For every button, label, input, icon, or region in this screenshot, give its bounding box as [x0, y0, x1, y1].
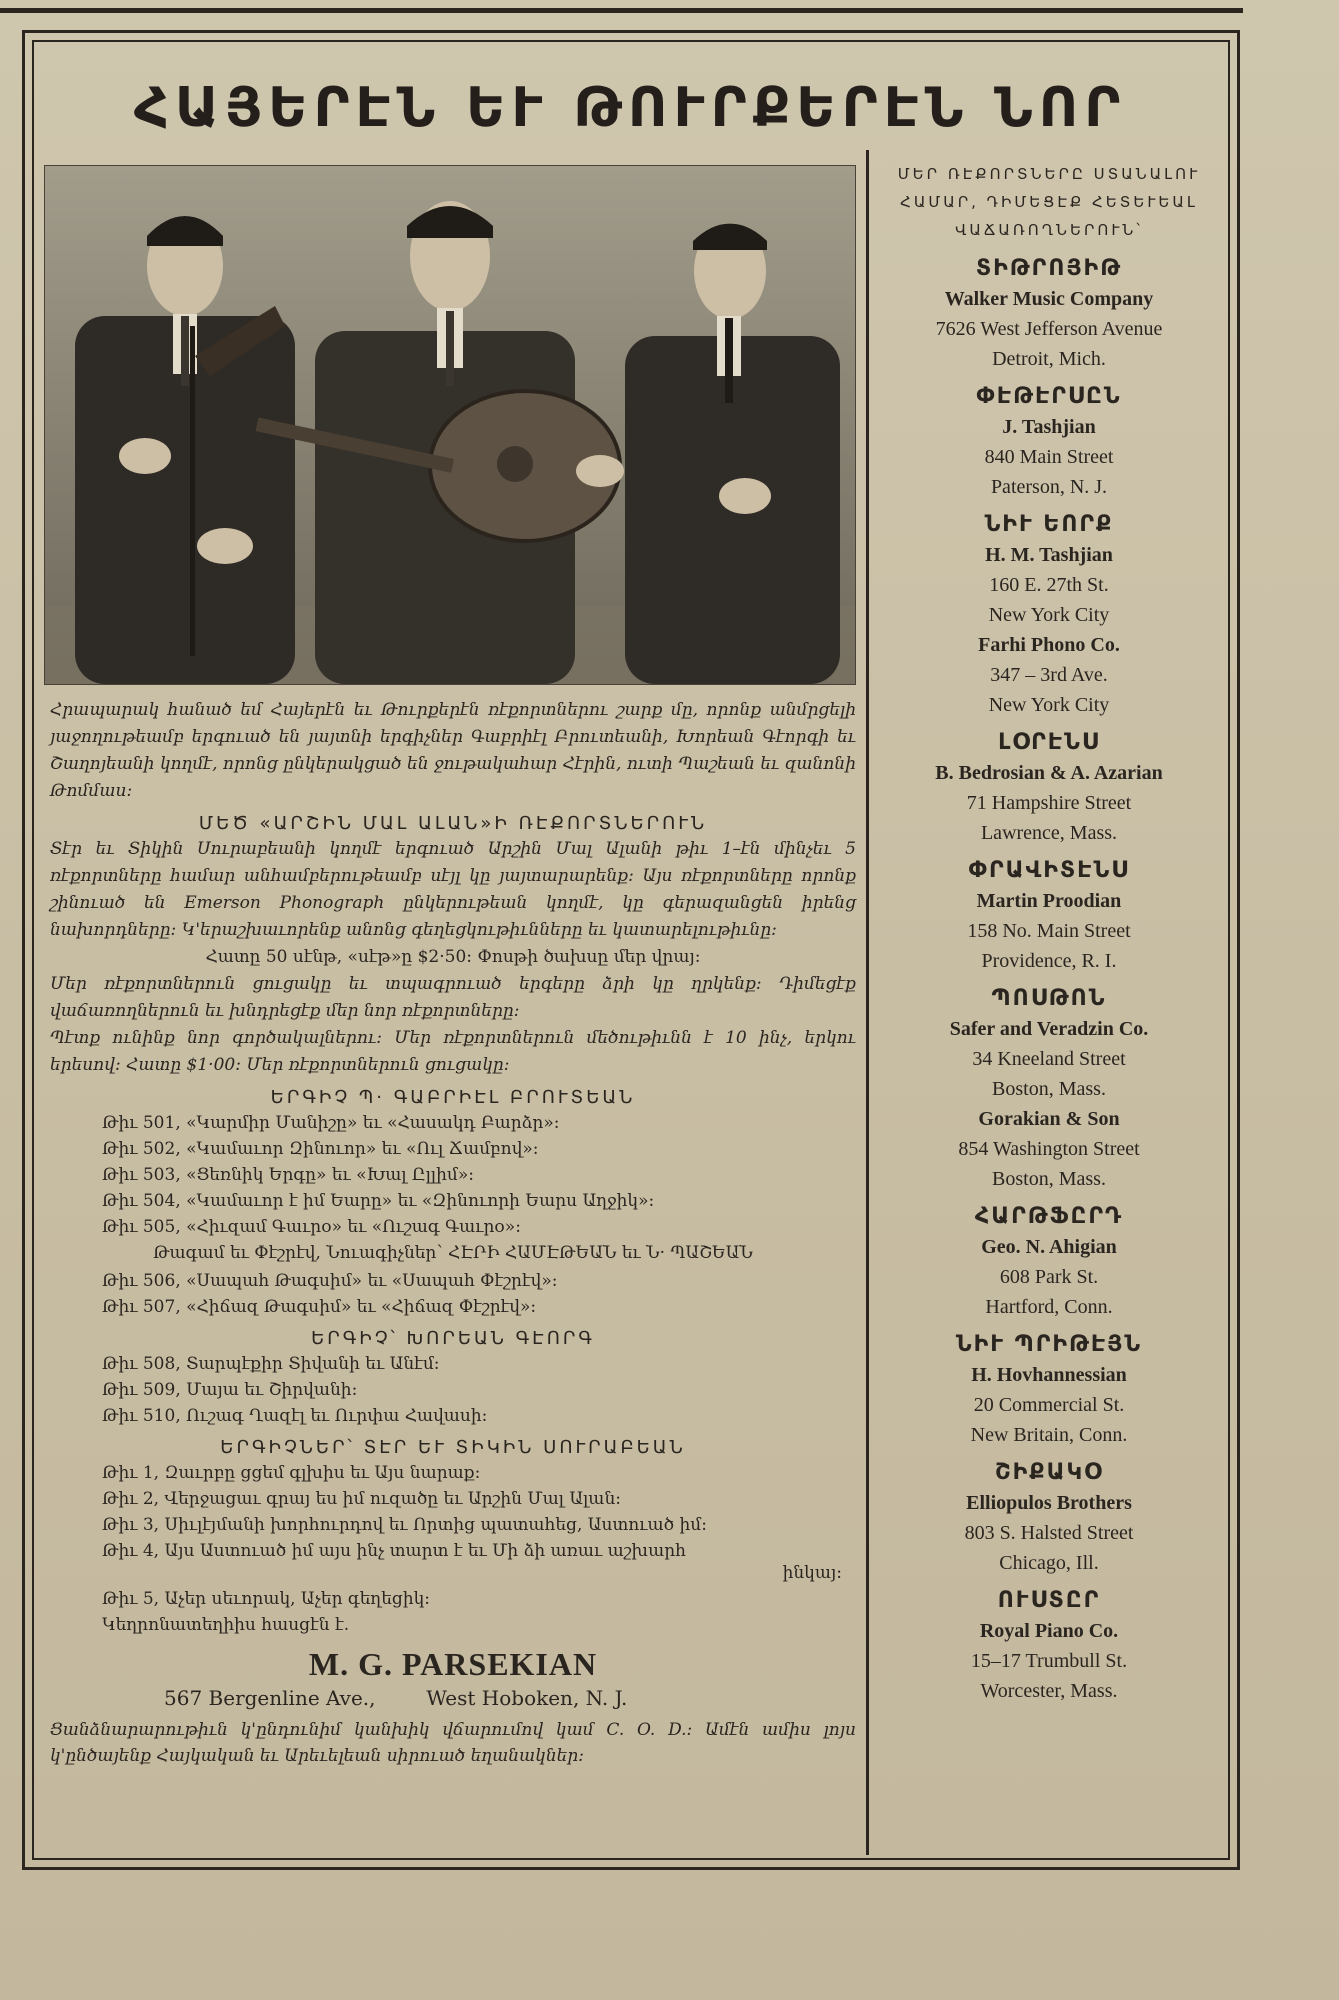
dealer-name: Safer and Veradzin Co. — [949, 1018, 1149, 1040]
dealer-city-heading: ՆԻՒ ԵՈՐՔ — [984, 512, 1114, 537]
record-item: Թիւ 3, Սիւլէյմանի խորհուրդով եւ Որտից պատահեց, Աստուած իմ։ — [102, 1515, 708, 1535]
dealers-column — [874, 160, 1224, 1850]
record-item: Թիւ 506, «Սապահ Թագսիմ» եւ «Սապահ Փէշրէվ»։ — [102, 1271, 558, 1291]
dealer-name: H. Hovhannessian — [971, 1364, 1127, 1386]
headquarters-line: Կեղրոնատեղիիս հասցէն է․ — [102, 1615, 350, 1635]
record-item: Թիւ 507, «Հիճազ Թագսիմ» եւ «Հիճազ Փէշրէվ»։ — [102, 1297, 537, 1317]
record-item: Թիւ 4, Այս Աստուած իմ այս ինչ տարտ է եւ Մի ձի առաւ աշխարհ — [102, 1541, 686, 1561]
company-city: West Hoboken, N. J. — [426, 1686, 628, 1710]
agents-paragraph: Պէտք ունինք նոր գործակալներու։ Մեր ռէքորտներուն մեծութիւնն է 10 ինչ, երկու երեսով։ Հատը $1·00։ Մեր ռէքորտներուն ցուցակը։ — [50, 1028, 856, 1075]
dealer-address-line: Boston, Mass. — [992, 1168, 1106, 1190]
surabian-section-heading: ԵՐԳԻՉՆԵՐ՝ ՏԷՐ ԵՒ ՏԻԿԻՆ ՍՈՒՐԱԲԵԱՆ — [220, 1437, 686, 1458]
dealer-name: Elliopulos Brothers — [966, 1492, 1132, 1514]
record-item: Թիւ 504, «Կամաւոր է իմ Եարը» եւ «Զինուորի Եարս Աղջիկ»։ — [102, 1191, 655, 1211]
company-address — [44, 1683, 862, 1713]
dealer-address-line: New York City — [988, 604, 1110, 626]
dealer-address-line: 34 Kneeland Street — [972, 1048, 1126, 1070]
dealer-address-line: 608 Park St. — [999, 1266, 1099, 1288]
column-divider — [866, 150, 869, 1855]
dealer-name: H. M. Tashjian — [985, 544, 1113, 566]
catalog-paragraph: Մեր ռէքորտներուն ցուցակը եւ տպագրուած երգերը ձրի կը ղրկենք։ Դիմեցէք վաճառողներուն եւ խնդրեցէք մեր նոր ռէքորտները։ — [50, 974, 856, 1021]
dealer-city-heading: ՈՒՍՏԸՐ — [997, 1588, 1101, 1613]
record-item: Թիւ 5, Աչեր սեւորակ, Աչեր գեղեցիկ։ — [102, 1589, 431, 1609]
dealer-city-heading: ՏԻԹՐՈՅԻԹ — [975, 256, 1123, 281]
ad-headline: ՀԱՅԵՐԷՆ ԵՒ ԹՈՒՐՔԵՐԷՆ ՆՈՐ — [133, 76, 1127, 139]
dealer-address-line: Detroit, Mich. — [992, 348, 1106, 370]
price-line: Հատը 50 սէնթ, «սէթ»ը $2·50։ Փոսթի ծախսը մեր վրայ։ — [205, 947, 701, 967]
dealer-address-line: 840 Main Street — [984, 446, 1114, 468]
dealer-city-heading: ՆԻՒ ՊՐԻԹԷՅՆ — [955, 1332, 1143, 1357]
dealer-address-line: Boston, Mass. — [992, 1078, 1106, 1100]
dealer-address-line: New Britain, Conn. — [970, 1424, 1128, 1446]
dealer-city-heading: ՊՈՍԹՈՆ — [991, 986, 1107, 1011]
record-item: Թիւ 509, Մայա եւ Շիրվանի։ — [102, 1380, 358, 1400]
dealer-address-line: Worcester, Mass. — [980, 1680, 1118, 1702]
dealer-address-line: 15–17 Trumbull St. — [970, 1650, 1128, 1672]
dealer-name: B. Bedrosian & A. Azarian — [935, 762, 1163, 784]
dealer-name: Farhi Phono Co. — [978, 634, 1120, 656]
record-item: Թիւ 2, Վերջացաւ գրայ ես իմ ուզածը եւ Արշին Մալ Ալան։ — [102, 1489, 622, 1509]
record-item: Թիւ 505, «Հիւզամ Գաւրօ» եւ «Ուշագ Գաւրօ»։ — [102, 1217, 521, 1237]
khorean-record-list — [44, 1351, 862, 1429]
musicians-photo — [44, 165, 856, 685]
company-name: M. G. PARSEKIAN — [308, 1646, 598, 1682]
dealer-name: Gorakian & Son — [978, 1108, 1120, 1130]
top-rule — [0, 8, 1243, 13]
dealer-address-line: Providence, R. I. — [981, 950, 1117, 972]
dealer-name: Martin Proodian — [976, 890, 1122, 912]
record-item: Թիւ 501, «Կարմիր Մանիշը» եւ «Հասակդ Բարձր»։ — [102, 1113, 560, 1133]
arshin-paragraph: Տէր եւ Տիկին Սուրաբեանի կողմէ երգուած Արշին Մալ Ալանի թիւ 1–էն մինչեւ 5 ռէքորտները համար անհամբերութեամբ սէյլ կը յայտարարենք։ Այս ռէքորտները որոնք շինուած են Emerson Phonograph ընկերութեան կողմէ, կը գերազանցեն իրենց նախորդները։ Կ'երաշխաւորենք անոնց գեղեցկութիւնները եւ կատարելութիւնը։ — [50, 839, 856, 940]
record-item: Թիւ 502, «Կամաւոր Զինուոր» եւ «Ուլ Ճամբով»։ — [102, 1139, 539, 1159]
dealer-address-line: 158 No. Main Street — [967, 920, 1131, 942]
instrumental-record-list — [44, 1268, 862, 1320]
dealer-name: Geo. N. Ahigian — [981, 1236, 1117, 1258]
dealer-city-heading: ՀԱՐԹՖԸՐԴ — [974, 1204, 1124, 1229]
dealer-address-line: Paterson, N. J. — [990, 476, 1108, 498]
left-column — [44, 165, 862, 1855]
dealer-address-line: 7626 West Jefferson Avenue — [935, 318, 1163, 340]
dealer-city-heading: ՇԻՔԱԿՕ — [995, 1460, 1103, 1485]
company-street: 567 Bergenline Ave., — [164, 1686, 376, 1710]
dealer-address-line: 71 Hampshire Street — [966, 792, 1132, 814]
dealer-address-line: Chicago, Ill. — [999, 1552, 1099, 1574]
arshin-section-heading: ՄԵԾ «ԱՐՇԻՆ ՄԱԼ ԱԼԱՆ»Ի ՌԷՔՈՐՏՆԵՐՈՒՆ — [198, 813, 708, 834]
dealer-name: Royal Piano Co. — [979, 1620, 1119, 1642]
dealer-city-heading: ՓԷԹԷՐՍԸՆ — [976, 384, 1122, 409]
record-item: Թիւ 1, Զաւրբը ցցեմ գլխիս եւ Այս նարաք։ — [102, 1463, 481, 1483]
dealer-address-line: Hartford, Conn. — [985, 1296, 1113, 1318]
instrumentalists-line: Թագամ եւ Փէշրէվ, Նուագիչներ՝ ՀԷՐԻ ՀԱՄԷԹԵԱՆ եւ Ն· ՊԱՇԵԱՆ — [153, 1243, 753, 1263]
khorean-section-heading: ԵՐԳԻՉ՝ ԽՈՐԵԱՆ ԳԷՈՐԳ — [311, 1328, 595, 1349]
dealer-name: J. Tashjian — [1002, 416, 1096, 438]
gabriel-record-list — [44, 1110, 862, 1240]
dealer-name: Walker Music Company — [944, 288, 1154, 310]
record-item: Թիւ 508, Տարպէքիր Տիվանի եւ Անէմ։ — [102, 1354, 440, 1374]
dealer-address-line: 854 Washington Street — [958, 1138, 1140, 1160]
dealer-address-line: New York City — [988, 694, 1110, 716]
dealer-address-line: 160 E. 27th St. — [989, 574, 1109, 596]
dealer-city-heading: ԼՕՐԷՆՍ — [998, 730, 1100, 755]
dealer-address-line: 347 – 3rd Ave. — [990, 664, 1108, 686]
dealers-intro: ՄԵՐ ՌԷՔՈՐՏՆԵՐԸ ՍՏԱՆԱԼՈՒ ՀԱՄԱՐ, ԴԻՄԵՑԷՔ ՀԵՏԵՒԵԱԼ ՎԱՃԱՌՈՂՆԵՐՈՒՆ՝ — [897, 165, 1201, 239]
intro-paragraph: Հրապարակ հանած եմ Հայերէն եւ Թուրքերէն ռէքորտներու շարք մը, որոնք անմրցելի յաջողութեամբ երգուած են յայտնի երգիչներ Գաբրիէլ Բրուտեանի, Խորեան Գէորգի եւ Շաղոյեանի կողմէ, որոնց ընկերակցած են ջութակահար Հէրին, ուտի Պաշեան եւ զանոնի Թոմմաս։ — [50, 700, 856, 801]
dealer-groups — [874, 254, 1224, 1706]
cod-paragraph: Ցանձնարարութիւն կ'ընդունիմ կանխիկ վճարումով կամ C. O. D.։ Ամէն ամիս լոյս կ'ընծայենք Հայկական եւ Արեւելեան սիրուած եղանակներ։ — [50, 1720, 856, 1766]
dealer-address-line: 803 S. Halsted Street — [964, 1522, 1134, 1544]
dealer-address-line: Lawrence, Mass. — [980, 822, 1118, 844]
record-4-continuation: ինկայ։ — [782, 1563, 842, 1583]
surabian-record-list — [44, 1460, 862, 1564]
dealer-address-line: 20 Commercial St. — [973, 1394, 1125, 1416]
record-item: Թիւ 510, Ուշագ Ղազէլ եւ Ուրփա Հավասի։ — [102, 1406, 488, 1426]
gabriel-section-heading: ԵՐԳԻՉ Պ· ԳԱԲՐԻԷԼ ԲՐՈՒՏԵԱՆ — [270, 1087, 636, 1108]
dealer-city-heading: ՓՐԱՎԻՏԷՆՍ — [968, 858, 1130, 883]
record-item: Թիւ 503, «Ցեռնիկ Երգը» եւ «Խալ Ըլլիմ»։ — [102, 1165, 474, 1185]
musicians-photo-drawing — [45, 166, 855, 684]
